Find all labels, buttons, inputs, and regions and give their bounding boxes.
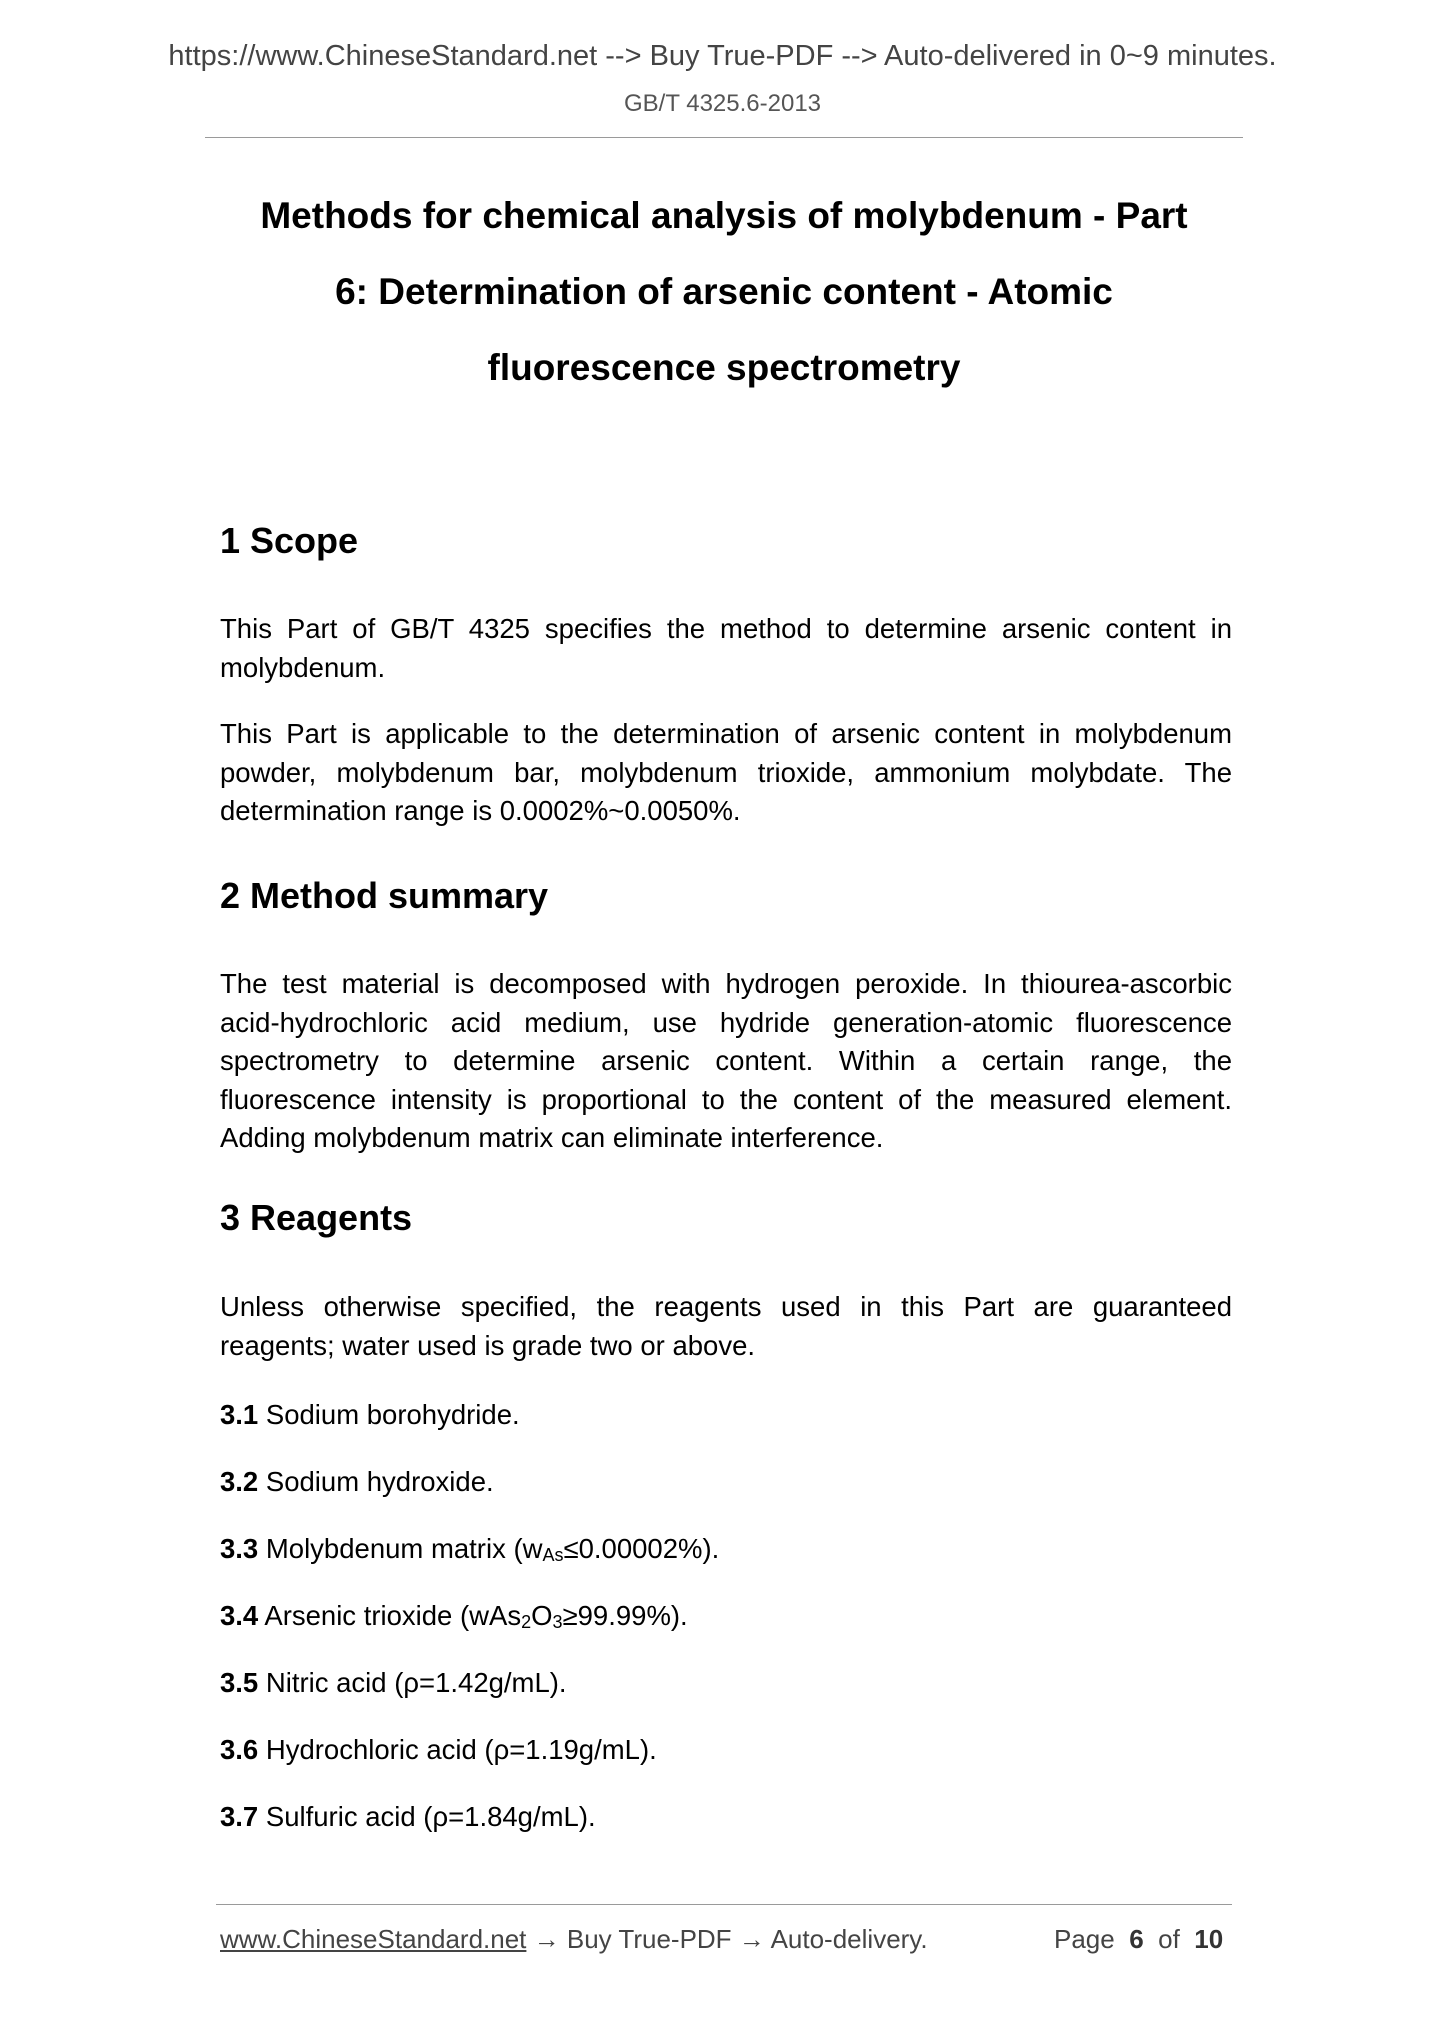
reagent-text: Hydrochloric acid (ρ=1.19g/mL).: [258, 1734, 657, 1765]
section-heading-method-summary: 2 Method summary: [220, 875, 549, 916]
reagent-number: 3.5: [220, 1667, 259, 1698]
current-page-number: 6: [1129, 1924, 1144, 1954]
reagent-item: [220, 1664, 567, 1702]
reagent-text: O: [531, 1600, 553, 1631]
title-line-2: 6: Determination of arsenic content - Atomic: [335, 271, 1113, 312]
reagents-paragraph: Unless otherwise specified, the reagents used in this Part are guaranteed reagents; water used is grade two or above.: [220, 1291, 1232, 1361]
section-heading-scope: 1 Scope: [220, 520, 359, 561]
reagent-subscript: 2: [521, 1612, 532, 1632]
of-label: of: [1158, 1924, 1180, 1954]
reagent-number: 3.3: [220, 1533, 259, 1564]
reagent-number: 3.1: [220, 1399, 259, 1430]
reagent-item: [220, 1597, 688, 1635]
reagent-item: [220, 1798, 596, 1836]
footer-divider: [216, 1904, 1232, 1905]
reagent-item: [220, 1396, 520, 1434]
reagent-item: [220, 1463, 494, 1501]
title-line-3: fluorescence spectrometry: [487, 347, 961, 388]
document-title: [205, 178, 1243, 406]
footer-promo-text: → Buy True-PDF → Auto-delivery.: [526, 1924, 928, 1954]
header-url-line: https://www.ChineseStandard.net --> Buy True-PDF --> Auto-delivered in 0~9 minutes.: [168, 40, 1277, 72]
reagent-number: 3.4: [220, 1600, 259, 1631]
section-heading-reagents: 3 Reagents: [220, 1197, 413, 1238]
reagent-number: 3.2: [220, 1466, 259, 1497]
reagent-text: Arsenic trioxide (wAs: [258, 1600, 522, 1631]
reagent-subscript: 3: [552, 1612, 563, 1632]
reagent-number: 3.7: [220, 1801, 259, 1832]
footer-promo: [220, 1924, 928, 1955]
reagent-text: Nitric acid (ρ=1.42g/mL).: [258, 1667, 567, 1698]
reagent-text: ≤0.00002%).: [563, 1533, 720, 1564]
reagent-text: ≥99.99%).: [562, 1600, 688, 1631]
reagent-item: [220, 1731, 657, 1769]
page-indicator: [1054, 1924, 1223, 1955]
method-summary-paragraph: The test material is decomposed with hydrogen peroxide. In thiourea-ascorbic acid-hydrochloric acid medium, use hydride generation-atomic fluorescence spectrometry to determine arsenic content. Within a certain range, the fluorescence intensity is proportional to the content of the measured element. Adding molybdenum matrix can eliminate interference.: [220, 968, 1232, 1153]
reagent-text: Sulfuric acid (ρ=1.84g/mL).: [258, 1801, 596, 1832]
header-divider: [205, 137, 1243, 138]
title-line-1: Methods for chemical analysis of molybdenum - Part: [260, 195, 1188, 236]
scope-paragraph-2: This Part is applicable to the determination of arsenic content in molybdenum powder, molybdenum bar, molybdenum trioxide, ammonium molybdate. The determination range is 0.0002%~0.0050%.: [220, 718, 1232, 826]
scope-paragraph-1: This Part of GB/T 4325 specifies the method to determine arsenic content in molybdenum.: [220, 613, 1232, 683]
reagent-text: Molybdenum matrix (w: [258, 1533, 543, 1564]
header-standard-code: GB/T 4325.6-2013: [623, 90, 822, 117]
footer-website-link[interactable]: www.ChineseStandard.net: [220, 1924, 527, 1954]
reagent-subscript: As: [542, 1545, 564, 1565]
reagent-item: [220, 1530, 719, 1568]
reagent-number: 3.6: [220, 1734, 259, 1765]
reagent-text: Sodium hydroxide.: [258, 1466, 494, 1497]
reagent-text: Sodium borohydride.: [258, 1399, 520, 1430]
total-pages: 10: [1194, 1924, 1224, 1954]
page-label: Page: [1054, 1924, 1115, 1954]
